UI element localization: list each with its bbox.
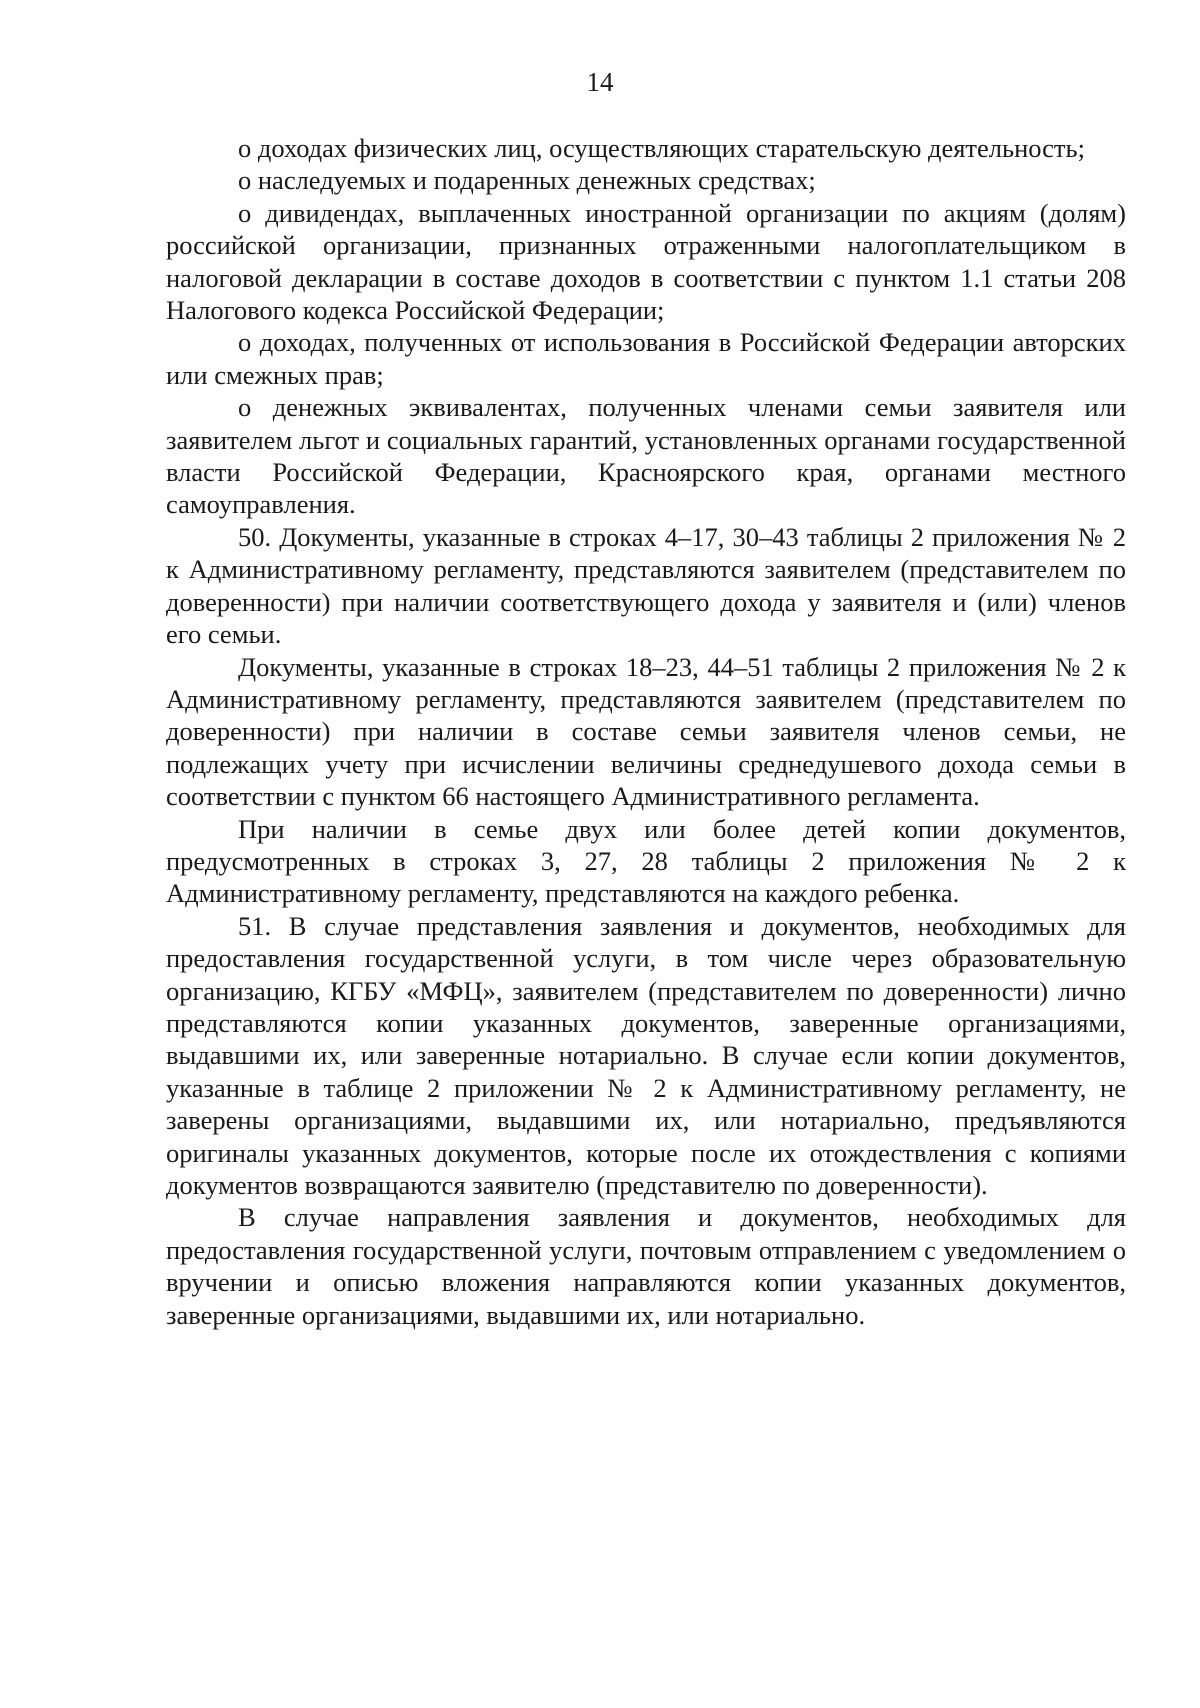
paragraph-prospecting-income: о доходах физических лиц, осуществляющих старательскую деятельность; bbox=[238, 133, 1085, 163]
document-body bbox=[166, 132, 1126, 1331]
paragraph-item-50-children: При наличии в семье двух или более детей копии документов, предусмотренных в строках 3, 27, 28 таблицы 2 приложения № 2 к Административному регламенту, представляются на каждого ребенка. bbox=[166, 813, 1126, 909]
page-number: 14 bbox=[586, 67, 614, 97]
paragraph-item-50: 50. Документы, указанные в строках 4–17, 30–43 таблицы 2 приложения № 2 к Административному регламенту, представляются заявителем (представителем по доверенности) при наличии соответствующего дохода у заявителя и (или) членов его семьи. bbox=[166, 521, 1126, 650]
paragraph-dividends: о дивидендах, выплаченных иностранной организации по акциям (долям) российской организации, признанных отраженными налогоплательщиком в налоговой декларации в составе доходов в соответствии с пунктом 1.1 статьи 208 Налогового кодекса Российской Федерации; bbox=[166, 197, 1126, 326]
paragraph-monetary-equivalents: о денежных эквивалентах, полученных членами семьи заявителя или заявителем льгот и социальных гарантий, установленных органами государственной власти Российской Федерации, Красноярского края, органами местного самоуправления. bbox=[166, 392, 1126, 520]
paragraph-copyright-income: о доходах, полученных от использования в Российской Федерации авторских или смежных прав; bbox=[166, 327, 1126, 390]
paragraph-item-51-postal: В случае направления заявления и документов, необходимых для предоставления государственной услуги, почтовым отправлением с уведомлением о вручении и описью вложения направляются копии указанных документов, заверенные организациями, выдавшими их, или нотариально. bbox=[166, 1202, 1126, 1330]
paragraph-inherited-funds: о наследуемых и подаренных денежных средствах; bbox=[238, 165, 816, 196]
paragraph-item-51: 51. В случае представления заявления и документов, необходимых для предоставления государственной услуги, в том числе через образовательную организацию, КГБУ «МФЦ», заявителем (представителем по доверенности) лично представляются копии указанных документов, заверенные организациями, выдавшими их, или заверенные нотариально. В случае если копии документов, указанные в таблице 2 приложении № 2 к Административному регламенту, не заверены организациями, выдавшими их, или нотариально, предъявляются оригиналы указанных документов, которые после их отождествления с копиями документов возвращаются заявителю (представителю по доверенности). bbox=[166, 910, 1126, 1200]
paragraph-item-50-documents: Документы, указанные в строках 18–23, 44–51 таблицы 2 приложения № 2 к Административному регламенту, представляются заявителем (представителем по доверенности) при наличии в составе семьи заявителя членов семьи, не подлежащих учету при исчислении величины среднедушевого дохода семьи в соответствии с пунктом 66 настоящего Административного регламента. bbox=[166, 651, 1126, 812]
